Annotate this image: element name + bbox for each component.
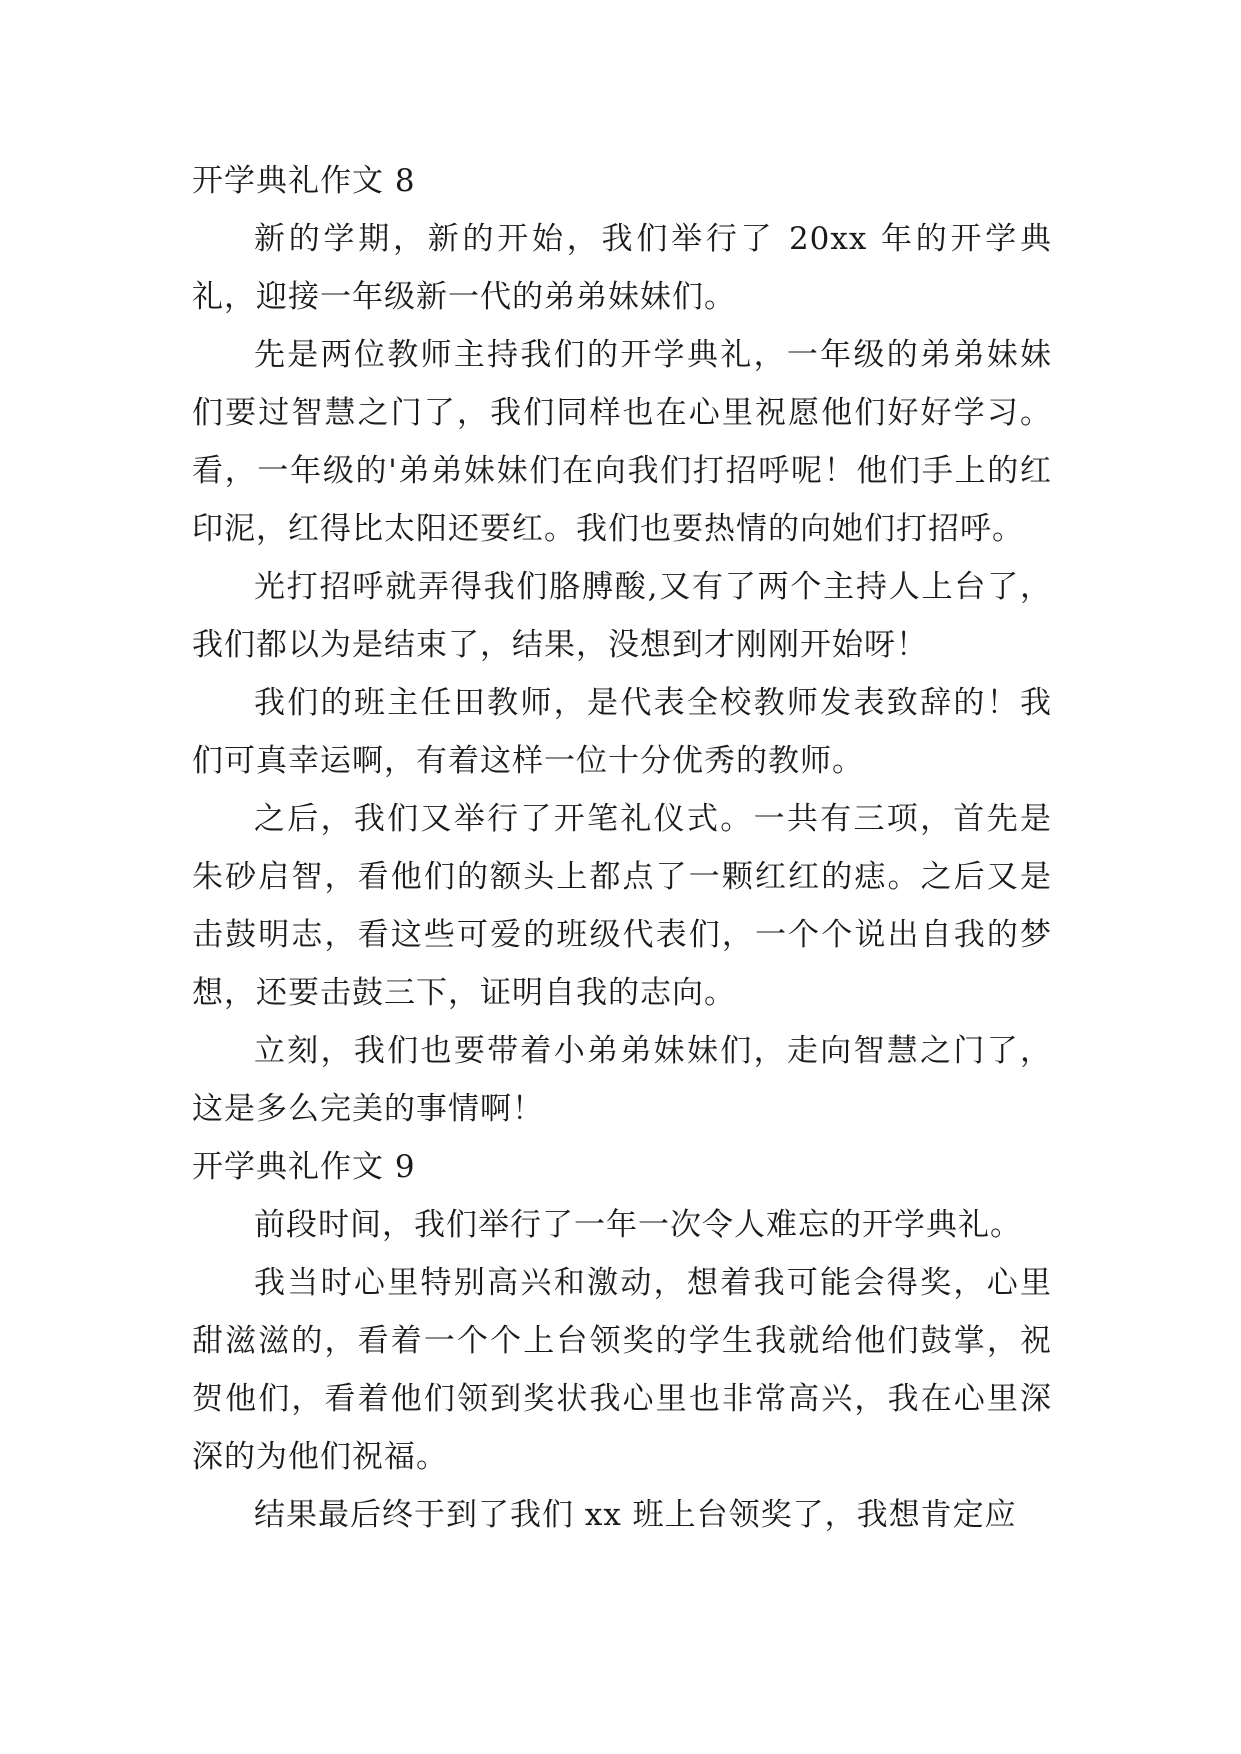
- paragraph: 光打招呼就弄得我们胳膊酸,又有了两个主持人上台了，我们都以为是结束了，结果，没想到才刚刚开始呀！: [192, 569, 1052, 663]
- paragraph: 新的学期，新的开始，我们举行了 20xx 年的开学典礼，迎接一年级新一代的弟弟妹妹们。: [192, 221, 1052, 315]
- paragraph: 立刻，我们也要带着小弟弟妹妹们，走向智慧之门了，这是多么完美的事情啊！: [192, 1033, 1052, 1127]
- document-body: [192, 152, 1052, 1544]
- paragraph: 我当时心里特别高兴和激动，想着我可能会得奖，心里甜滋滋的，看着一个个上台领奖的学生我就给他们鼓掌，祝贺他们，看着他们领到奖状我心里也非常高兴，我在心里深深的为他们祝福。: [192, 1265, 1052, 1475]
- paragraph: 前段时间，我们举行了一年一次令人难忘的开学典礼。: [254, 1207, 1022, 1243]
- paragraph: 我们的班主任田教师，是代表全校教师发表致辞的！我们可真幸运啊，有着这样一位十分优秀的教师。: [192, 685, 1052, 779]
- paragraph: 先是两位教师主持我们的开学典礼，一年级的弟弟妹妹们要过智慧之门了，我们同样也在心里祝愿他们好好学习。看，一年级的'弟弟妹妹们在向我们打招呼呢！他们手上的红印泥，红得比太阳还要红。我们也要热情的向她们打招呼。: [192, 337, 1052, 547]
- paragraph: 结果最后终于到了我们 xx 班上台领奖了，我想肯定应: [254, 1497, 1017, 1533]
- section-title: 开学典礼作文 9: [192, 1149, 416, 1185]
- paragraph: 之后，我们又举行了开笔礼仪式。一共有三项，首先是朱砂启智，看他们的额头上都点了一颗红红的痣。之后又是击鼓明志，看这些可爱的班级代表们，一个个说出自我的梦想，还要击鼓三下，证明自我的志向。: [192, 801, 1052, 1011]
- section-title: 开学典礼作文 8: [192, 163, 416, 199]
